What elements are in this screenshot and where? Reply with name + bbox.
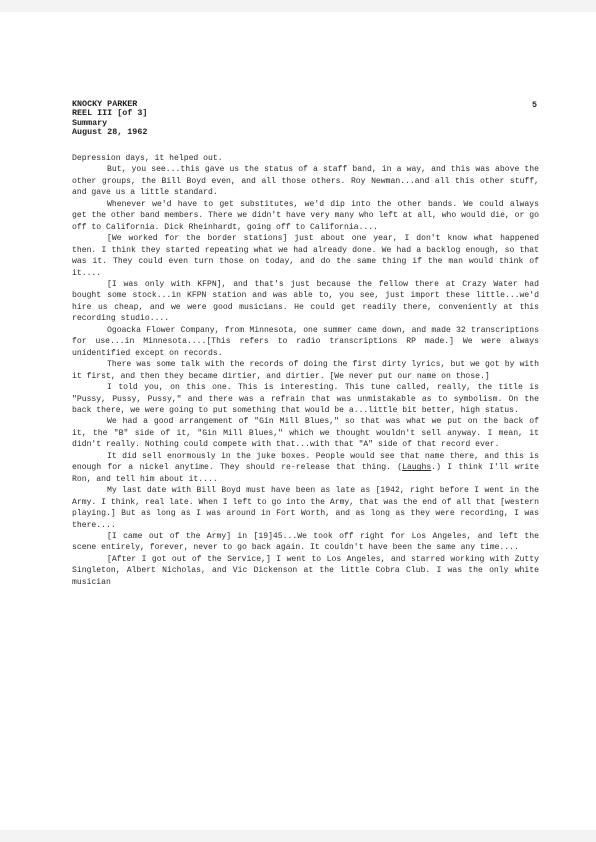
document-type: Summary: [72, 117, 108, 128]
interview-date: August 28, 1962: [72, 127, 148, 138]
paragraph: [72, 451, 539, 485]
paragraph: [I came out of the Army] in [19]45...We took off right for Los Angeles, and left the scene entirely, forever, never to go back again. It couldn't have been the same any time....: [72, 531, 539, 553]
paragraph: But, you see...this gave us the status of a staff band, in a way, and this was above the other groups, the Bill Boyd even, and all those others. Roy Newman...and all this other stuff, and gave us a little standard.: [72, 165, 539, 198]
paragraph: I told you, on this one. This is interesting. This tune called, really, the title is "Pussy, Pussy, Pussy," and there was a refrain that was unmistakable as to symbolism. On the back there, we were going to put something that would be a...little bit better, high status.: [72, 383, 539, 415]
paragraph: Whenever we'd have to get substitutes, we'd dip into the other bands. We could always get the other band members. There we didn't have very many who left at all, who would die, or go off to California. Dick Rheinhardt, going off to California....: [72, 199, 539, 232]
paragraph-text: .) I think I'll write Ron, and tell him about it....: [72, 463, 539, 484]
interviewee-name: KNOCKY PARKER: [72, 99, 138, 109]
page-number: 5: [532, 100, 538, 110]
paragraph: [After I got out of the Service,] I went to Los Angeles, and starred working with Zutty Singleton, Albert Nicholas, and Vic Dickenson at the little Cobra Club. I was the only white musician: [72, 554, 539, 587]
paragraph: We had a good arrangement of "Gin Mill Blues," so that was what we put on the back of it, the "B" side of it, "Gin Mill Blues," which we thought wouldn't sell anyway. I mean, it didn't really. Nothing could compete with that...with that "A" side of that record ever.: [72, 417, 539, 450]
paragraph: There was some talk with the records of doing the first dirty lyrics, but we got by with it first, and then they became dirtier, and dirtier. [We never put our name on those.]: [72, 360, 539, 381]
paragraph: [I was only with KFPN], and that's just because the fellow there at Crazy Water had bought some stock...in KFPN station and was able to, you see, just import these little...we'd hire us cheap, and we were good musicians. He could get readily there, conveniently at this recording studio....: [72, 279, 539, 324]
transcript-body: [72, 153, 539, 588]
paragraph: Ogoacka Flower Company, from Minnesota, one summer came down, and made 32 transcriptions for use...in Minnesota....[This refers to radio transcriptions RP made.] We were always unidentified except on records.: [72, 325, 539, 358]
paragraph-text: It did sell enormously in the juke boxes. People would see that name there, and this is enough for a nickel anytime. They should re-release that thing. (: [72, 451, 539, 473]
document-header: [72, 100, 147, 138]
paragraph: Depression days, it helped out.: [72, 154, 223, 163]
paragraph: [We worked for the border stations] just about one year, I don't know what happened then. I think they started repeating what we had already done. We had a backlog enough, so that was it. They could even turn those on today, and do the same thing if the man would think of it....: [72, 234, 539, 278]
underlined-word: Laughs: [402, 463, 432, 473]
document-page: [0, 12, 596, 830]
reel-label: REEL III [of 3]: [72, 108, 148, 119]
paragraph: My last date with Bill Boyd must have been as late as [1942, right before I went in the Army. I think, real late. When I left to go into the Army, that was the end of all that [western playing.] But as long as I was around in Fort Worth, and as long as they were recording, I was there....: [72, 486, 539, 530]
